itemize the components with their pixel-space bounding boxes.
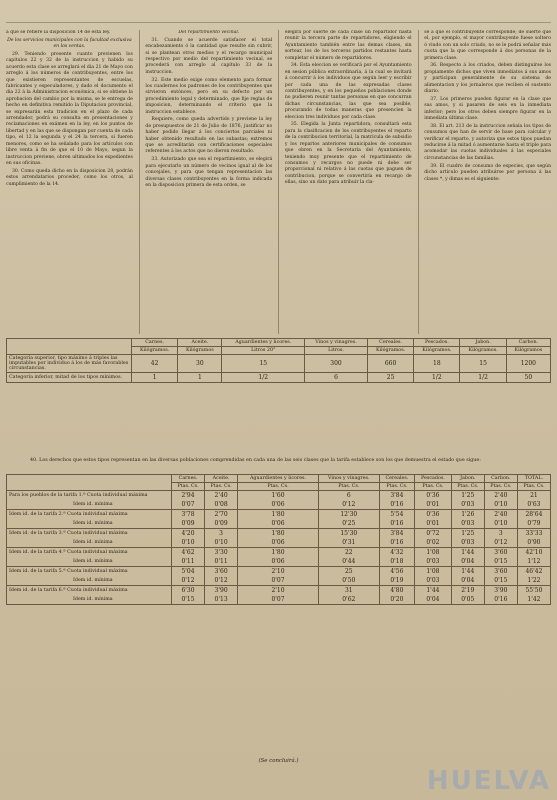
table2-cell: 3'90: [205, 586, 238, 596]
table2-cell: 1'80: [238, 548, 319, 558]
table1-cell: 50: [506, 373, 550, 383]
table2-header: Carnes.: [172, 475, 205, 483]
col4-para-3: 37. Los primeros pueden figurar en la clase que sus amos, y si pasaren de seis en la inmediata inferior; pero los otros deben siempre figurar en la inmediata última clase.: [424, 96, 552, 122]
tariff-label: Idem id. de la tarifa 6.ª: [9, 588, 66, 593]
table2-cell: 1'08: [415, 548, 452, 558]
table1-header: Vinos y vinagres.: [305, 339, 368, 347]
table2-header: Cereales.: [379, 475, 414, 483]
col2-para-3: Requiere, como queda advertido y previene la ley de presupuestos de 21 de Julio de 1876, justificar no haber podido llegar á los conciertos parciales ni haber obtenido resultado en las subastas; extremos que se acreditarán con certificaciones especiales referentes á los actos que no dieron resultado.: [145, 117, 273, 155]
table2-header: Pescados.: [415, 475, 452, 483]
table1-cell: 25: [367, 373, 413, 383]
table1-cell: 1: [132, 373, 178, 383]
table1-cell: 300: [305, 355, 368, 373]
tariff-label: Idem id. de la tarifa 4.ª: [9, 550, 66, 555]
table1-unit: Kilógramos: [178, 347, 222, 355]
tariff-label: Idem id. de la tarifa 5.ª: [9, 569, 66, 574]
table2-cell: 4'20: [172, 529, 205, 539]
table1-cell: 1/2: [414, 373, 460, 383]
table1-header: Pescados.: [414, 339, 460, 347]
table1-cell: 15: [460, 355, 506, 373]
table2-cell: 0'16: [379, 500, 414, 510]
table2-cell: 0'79: [517, 519, 550, 529]
table2-cell: 5'04: [172, 567, 205, 577]
table2-cell: 0'07: [172, 500, 205, 510]
table1-cell: 1/2: [460, 373, 506, 383]
table2-cell: 0'09: [205, 519, 238, 529]
table2-cell: 0'44: [318, 557, 379, 567]
table2-corner: [7, 475, 172, 491]
quota-label: Idem id. mínima: [73, 502, 113, 507]
table2-cell: 4'62: [172, 548, 205, 558]
table2-cell: 31: [318, 586, 379, 596]
table1-unit: Kilógramos.: [367, 347, 413, 355]
table-row: [7, 529, 551, 539]
table2-cell: 0'08: [205, 500, 238, 510]
table2-cell: 0'03: [451, 519, 484, 529]
table1-cell: 15: [222, 355, 305, 373]
table2-unit: Ptas. Cs.: [205, 483, 238, 491]
table2-cell: 46'42: [517, 567, 550, 577]
table2-cell: 0'02: [415, 538, 452, 548]
table1-header: Carbon.: [506, 339, 550, 347]
table2-cell: 3'84: [379, 529, 414, 539]
table1-header: Aguardientes y licores.: [222, 339, 305, 347]
table2-cell: 0'90: [517, 538, 550, 548]
table1-unit: Kilógramos: [506, 347, 550, 355]
column-divider: [418, 30, 419, 334]
archive-watermark: HUELVA: [426, 766, 551, 796]
col4-para-2: 36. Respecto á los criados, deben distinguirse los propiamente dichos que viven inmediatos á sus amos y participan generalmente de su sistema de alimentacion y los jornaleros que reciben el sustento diario.: [424, 63, 552, 95]
table2-row-label: [7, 595, 172, 605]
table1-row-label: Categoría inferior, mitad de los tipos mínimos.: [7, 373, 132, 383]
table2-cell: 1'08: [415, 567, 452, 577]
col4-para-4: 38. El art. 213 de la instruccion señala los tipos de consumos que han de servir de base para calcular y verificar el reparto, y autoriza que estos tipos puedan reducirse á la mitad ó aumentarse hasta el triple para acomodar las cuotas individuales á las especiales circunstancias de las familias.: [424, 123, 552, 161]
table1-cell: 660: [367, 355, 413, 373]
table1-cell: 1/2: [222, 373, 305, 383]
table2-row-label: [7, 557, 172, 567]
table2-cell: 0'06: [238, 519, 319, 529]
quota-label: Cuota individual máxima: [67, 588, 128, 593]
table1-cell: 42: [132, 355, 178, 373]
table2-cell: 0'12: [484, 538, 517, 548]
col3-para-1: elegirá por suerte de cada clase un repartidor hasta reunir la tercera parte de repartidores, eligiendo el Ayuntamiento también entre las demas clases, sin sortear, los de los terceros partidos restantes hasta completar el número de repartidores.: [284, 30, 412, 61]
table2-unit: Ptas. Cs.: [172, 483, 205, 491]
table1-unit: Litros.: [305, 347, 368, 355]
table2-cell: 3'90: [484, 586, 517, 596]
table2-cell: 2'40: [484, 491, 517, 501]
table-row: [7, 595, 551, 605]
quota-label: Cuota individual máxima: [67, 512, 128, 517]
table2-cell: 0'31: [318, 538, 379, 548]
table2-cell: 0'15: [484, 557, 517, 567]
table2-row-label: [7, 510, 172, 520]
table2-cell: 21: [517, 491, 550, 501]
table2-row-label: [7, 548, 172, 558]
col4-para-5: 39. El cuadro de consumo de especies, que según dicho artículo pueden atribuirse por persona á las clases *, y dimas es el siguiente:: [424, 163, 552, 182]
table-row: [7, 576, 551, 586]
table1-header: Carnes.: [132, 339, 178, 347]
table1-unit: Kilógramos.: [460, 347, 506, 355]
table2-cell: 15'30: [318, 529, 379, 539]
table2-cell: 4'32: [379, 548, 414, 558]
top-rule: [6, 22, 551, 23]
tariff-label: Idem id. de la tarifa 2.ª: [9, 512, 66, 517]
col1-heading: De los servicios municipales con la facultad exclusiva en los ventas.: [7, 37, 132, 50]
table1-header: Aceite.: [178, 339, 222, 347]
table2-cell: 0'16: [484, 595, 517, 605]
table2-header: TOTAL.: [517, 475, 550, 483]
paragraph-40: 40. Los derechos que estos tipos representan en las diversas poblaciones comprendidas en cada una de las seis clases que la tarifa establece son los que demuestra el estado que sigue:: [30, 458, 481, 463]
table2-cell: 0'36: [415, 510, 452, 520]
table2-cell: 3'60: [484, 548, 517, 558]
table1-cell: 1: [178, 373, 222, 383]
table2-cell: 0'12: [205, 576, 238, 586]
table2-cell: 1'60: [238, 491, 319, 501]
col1-para-2: 30. Como queda dicho en la disposicion 28, podrán estos arrendatarios proceder, como los otros, al cumplimiento de la 14.: [6, 168, 133, 187]
table2-header: Jabon.: [451, 475, 484, 483]
table2-cell: 1'80: [238, 529, 319, 539]
table1-row: [7, 355, 551, 373]
table1-row: [7, 373, 551, 383]
table1-row-label: Categoría superior, tipo máximo á triples las imputables por individuo á los de más favorables circunstancias.: [7, 355, 132, 373]
table2-cell: 2'94: [172, 491, 205, 501]
table-row: [7, 500, 551, 510]
table-row: [7, 519, 551, 529]
table-row: [7, 510, 551, 520]
table2-row-label: [7, 519, 172, 529]
table2-cell: 0'10: [484, 500, 517, 510]
tariff-label: Para los pueblos de la tarifa 1.ª: [9, 493, 86, 498]
table2-header: Aceite.: [205, 475, 238, 483]
table-row: [7, 586, 551, 596]
col2-para-2: 32. Este medio exige como elemento para formar los cuadernos los padrones de los contribuyentes que sirvieron entónces, pero en su defecto por un procedimiento legal y determinado, que fije reglas de imposicion, determinando el criterio que la instruccion establece.: [145, 77, 273, 115]
table2-cell: 0'06: [238, 538, 319, 548]
col2-heading: Del repartimiento vecinal.: [178, 30, 240, 35]
duties-table: [6, 474, 551, 605]
col3-para-3: 35. Elegida la Junta repartidora, consultará esta para la clasificacion de los contribuyentes el reparto de la contribucion territorial, la matrícula de subsidio y los repartos anteriores municipales de consumos que obren en la Secretaría del Ayuntamiento, teniendo muy presente que el repartimiento de consumos y recargos no puede ni debe ser proporcional ni relativo á las cuotas que paguen de contribucion, porque se convertiría en recargo de ellas, sino un dato para atribuir la cla-: [284, 122, 412, 186]
table1-unit: Kilógramos.: [414, 347, 460, 355]
to-be-continued: (Se concluirá.): [258, 758, 299, 764]
table1-cell: 6: [305, 373, 368, 383]
table1-cell: 30: [178, 355, 222, 373]
quota-label: Idem id. mínima: [73, 540, 113, 545]
table2-cell: 0'63: [517, 500, 550, 510]
table2-cell: 4'80: [379, 586, 414, 596]
col1-para-1: 29. Teniendo presente cuanto previenen los capítulos 22 y 32 de la instruccion y habido su acuerdo esta clase se arreglará el dia 21 de Mayo con arreglo á los números de contribuyentes, entre los que existieren representantes de escuelas, fabricantes y especuladores, y dado el documento el dia 22 á la Administracion económica, si se obtiene la aprobacion del cambio por la misma, se le entrega de hecho en definitiva remitido la Diputacion provincial, se expresarán esta tradicion en el plazo de cada arrendador, podrá su consulta en presentaciones y reclamaciones en exámen en la ley, en los puntos de libertad y en las que se dispongan por cuenta de cada tipo, el 12 la segunda y el 24 la tercera, si fueren menores, como se ha señalado para los artículos con libre venta á fin de que el 10 de Mayo, segun la instruccion previene, obren ultimados los expedientes en sus oficinas.: [6, 52, 133, 166]
column-2: [145, 30, 272, 334]
table2-cell: 0'11: [172, 557, 205, 567]
table1-corner: [7, 339, 132, 355]
text-columns: [6, 30, 551, 334]
column-1: [6, 30, 133, 334]
table1-cell: 1200: [506, 355, 550, 373]
col1-intro: á que se refiere la disposicion 14 de esta ley.: [6, 30, 111, 35]
table2-cell: 4'56: [379, 567, 414, 577]
table2-cell: 3'30: [205, 548, 238, 558]
table2-cell: 0'05: [451, 595, 484, 605]
table2-header: Carbon.: [484, 475, 517, 483]
table2-cell: 2'10: [238, 567, 319, 577]
table2-cell: 3: [484, 529, 517, 539]
table2-cell: 1'12: [517, 557, 550, 567]
table2-row-label: [7, 538, 172, 548]
table2-cell: 1'22: [517, 576, 550, 586]
table-row: [7, 567, 551, 577]
table2-cell: 0'12: [318, 500, 379, 510]
table2-cell: 2'40: [484, 510, 517, 520]
table2-row-label: [7, 529, 172, 539]
table2-unit: Ptas. Cs.: [379, 483, 414, 491]
table2-body: [7, 491, 551, 605]
table2-cell: 0'06: [238, 557, 319, 567]
table2-cell: 0'50: [318, 576, 379, 586]
table2-cell: 0'25: [318, 519, 379, 529]
table2-cell: 0'01: [415, 500, 452, 510]
col4-para-1: se á que el contribuyente corresponde; de suerte que el, por ejemplo, el mayor contribuyente fuese soltero ó viudo con un solo criado, no se le podrá señalar más cuota que la que corresponde á dos personas de la primera clase.: [424, 30, 552, 61]
table2-cell: 3: [205, 529, 238, 539]
table2-cell: 0'18: [379, 557, 414, 567]
table2-cell: 0'62: [318, 595, 379, 605]
column-4: [424, 30, 551, 334]
table2-cell: 0'03: [415, 557, 452, 567]
table-row: [7, 538, 551, 548]
table2-cell: 55'50: [517, 586, 550, 596]
table2-cell: 0'03: [451, 538, 484, 548]
quota-label: Cuota individual máxima: [86, 493, 148, 498]
table2-cell: 1'25: [451, 491, 484, 501]
table2-cell: 0'03: [415, 576, 452, 586]
table2-cell: 0'19: [379, 576, 414, 586]
table-row: [7, 491, 551, 501]
table2-row-label: [7, 500, 172, 510]
table2-cell: 25: [318, 567, 379, 577]
table2-header: Vinos y vinagres.: [318, 475, 379, 483]
table2-cell: 1'42: [517, 595, 550, 605]
col2-para-1: 31. Cuando se acuerde satisfacer el total encabezamiento ó la cantidad que resulte sin cubrir, si se plantean otros medios y el recargo municipal respectivo por medio del repartimiento vecinal, se procederá con arreglo al capítulo 33 de la instruccion.: [145, 37, 273, 75]
table2-cell: 0'16: [379, 538, 414, 548]
quota-label: Cuota individual máxima: [67, 569, 128, 574]
table2-cell: 5'54: [379, 510, 414, 520]
table2-cell: 0'15: [172, 595, 205, 605]
table2-unit: Ptas. Cs.: [238, 483, 319, 491]
table2-cell: 0'11: [205, 557, 238, 567]
table2-cell: 1'80: [238, 510, 319, 520]
table1-header: Cereales.: [367, 339, 413, 347]
table2-cell: 3'60: [484, 567, 517, 577]
table1-unit: Litros 20°: [222, 347, 305, 355]
table2-cell: 3'60: [205, 567, 238, 577]
table2-cell: 28'64: [517, 510, 550, 520]
consumption-types-table: [6, 338, 551, 383]
table2-unit: Ptas. Cs.: [517, 483, 550, 491]
col3-para-2: 34. Esta eleccion se verificará por el Ayuntamiento en sesion pública extraordinaria, á la cual se invitará á concurrir á los individuos que según leer y escribir por cada una de las expresadas clases contribuyentes, y en los pequeños poblaciones donde no pudieren reunir tantas personas en que concurran dichas circunstancias, las que sea posible, procurando de todas maneras que presencien la eleccion tres individuos por cada clase.: [284, 63, 412, 120]
table2-cell: 6: [318, 491, 379, 501]
table2-cell: 0'36: [415, 491, 452, 501]
table2-cell: 2'40: [205, 491, 238, 501]
quota-label: Idem id. mínima: [73, 578, 113, 583]
table2-cell: 0'15: [484, 576, 517, 586]
column-divider: [139, 30, 140, 334]
table2-cell: 0'07: [238, 576, 319, 586]
table2-cell: 2'70: [205, 510, 238, 520]
table2-cell: 12'30: [318, 510, 379, 520]
table2-cell: 0'10: [484, 519, 517, 529]
table2-cell: 0'06: [238, 500, 319, 510]
table2-cell: 0'12: [172, 576, 205, 586]
table2-cell: 0'16: [379, 519, 414, 529]
table2-header-row: [7, 475, 551, 483]
table2-header: Aguardientes y licores.: [238, 475, 319, 483]
table2-cell: 0'20: [379, 595, 414, 605]
table2-cell: 22: [318, 548, 379, 558]
table2-cell: 1'44: [451, 548, 484, 558]
table2-cell: 0'04: [451, 576, 484, 586]
table2-cell: 6'30: [172, 586, 205, 596]
table1-header-row: [7, 339, 551, 347]
table2-cell: 42'10: [517, 548, 550, 558]
table2-cell: 0'09: [172, 519, 205, 529]
table2-row-label: [7, 586, 172, 596]
table2-cell: 0'04: [451, 557, 484, 567]
table2-cell: 1'25: [451, 529, 484, 539]
table2-cell: 0'04: [415, 595, 452, 605]
table2-cell: 0'10: [205, 538, 238, 548]
quota-label: Cuota individual máxima: [67, 531, 128, 536]
column-divider: [278, 30, 279, 334]
table2-unit: Ptas. Cs.: [484, 483, 517, 491]
table2-cell: 0'72: [415, 529, 452, 539]
table2-row-label: [7, 491, 172, 501]
table2-cell: 0'01: [415, 519, 452, 529]
table2-cell: 3'84: [379, 491, 414, 501]
table2-cell: 33'33: [517, 529, 550, 539]
quota-label: Idem id. mínima: [73, 521, 113, 526]
tariff-label: Idem id. de la tarifa 3.ª: [9, 531, 66, 536]
table1-header: Jabon.: [460, 339, 506, 347]
table1-unit: Kilógramos.: [132, 347, 178, 355]
table2-row-label: [7, 576, 172, 586]
table2-cell: 0'10: [172, 538, 205, 548]
table-row: [7, 557, 551, 567]
table2-cell: 1'44: [451, 567, 484, 577]
quota-label: Idem id. mínima: [73, 559, 113, 564]
table2-cell: 0'07: [238, 595, 319, 605]
col2-para-4: 33. Autorizado que sea el repartimiento, se elegirá para ejecutarlo un número de vecinos igual al de los concejales, y para que tengan representacion las diversas clases contribuyentes en la forma indicada en la disposicion primera de esta orden, se: [145, 157, 273, 188]
table2-cell: 0'13: [205, 595, 238, 605]
table1-cell: 18: [414, 355, 460, 373]
column-3: [285, 30, 412, 334]
table2-unit: Ptas. Cs.: [415, 483, 452, 491]
table-row: [7, 548, 551, 558]
table2-unit: Ptas. Cs.: [318, 483, 379, 491]
quota-label: Idem id. mínima: [73, 597, 113, 602]
table2-cell: 3'78: [172, 510, 205, 520]
table2-cell: 2'10: [238, 586, 319, 596]
table2-cell: 1'26: [451, 510, 484, 520]
table2-cell: 2'19: [451, 586, 484, 596]
table2-cell: 1'44: [415, 586, 452, 596]
quota-label: Cuota individual máxima: [67, 550, 128, 555]
table2-unit: Ptas. Cs.: [451, 483, 484, 491]
table2-row-label: [7, 567, 172, 577]
table2-cell: 0'03: [451, 500, 484, 510]
